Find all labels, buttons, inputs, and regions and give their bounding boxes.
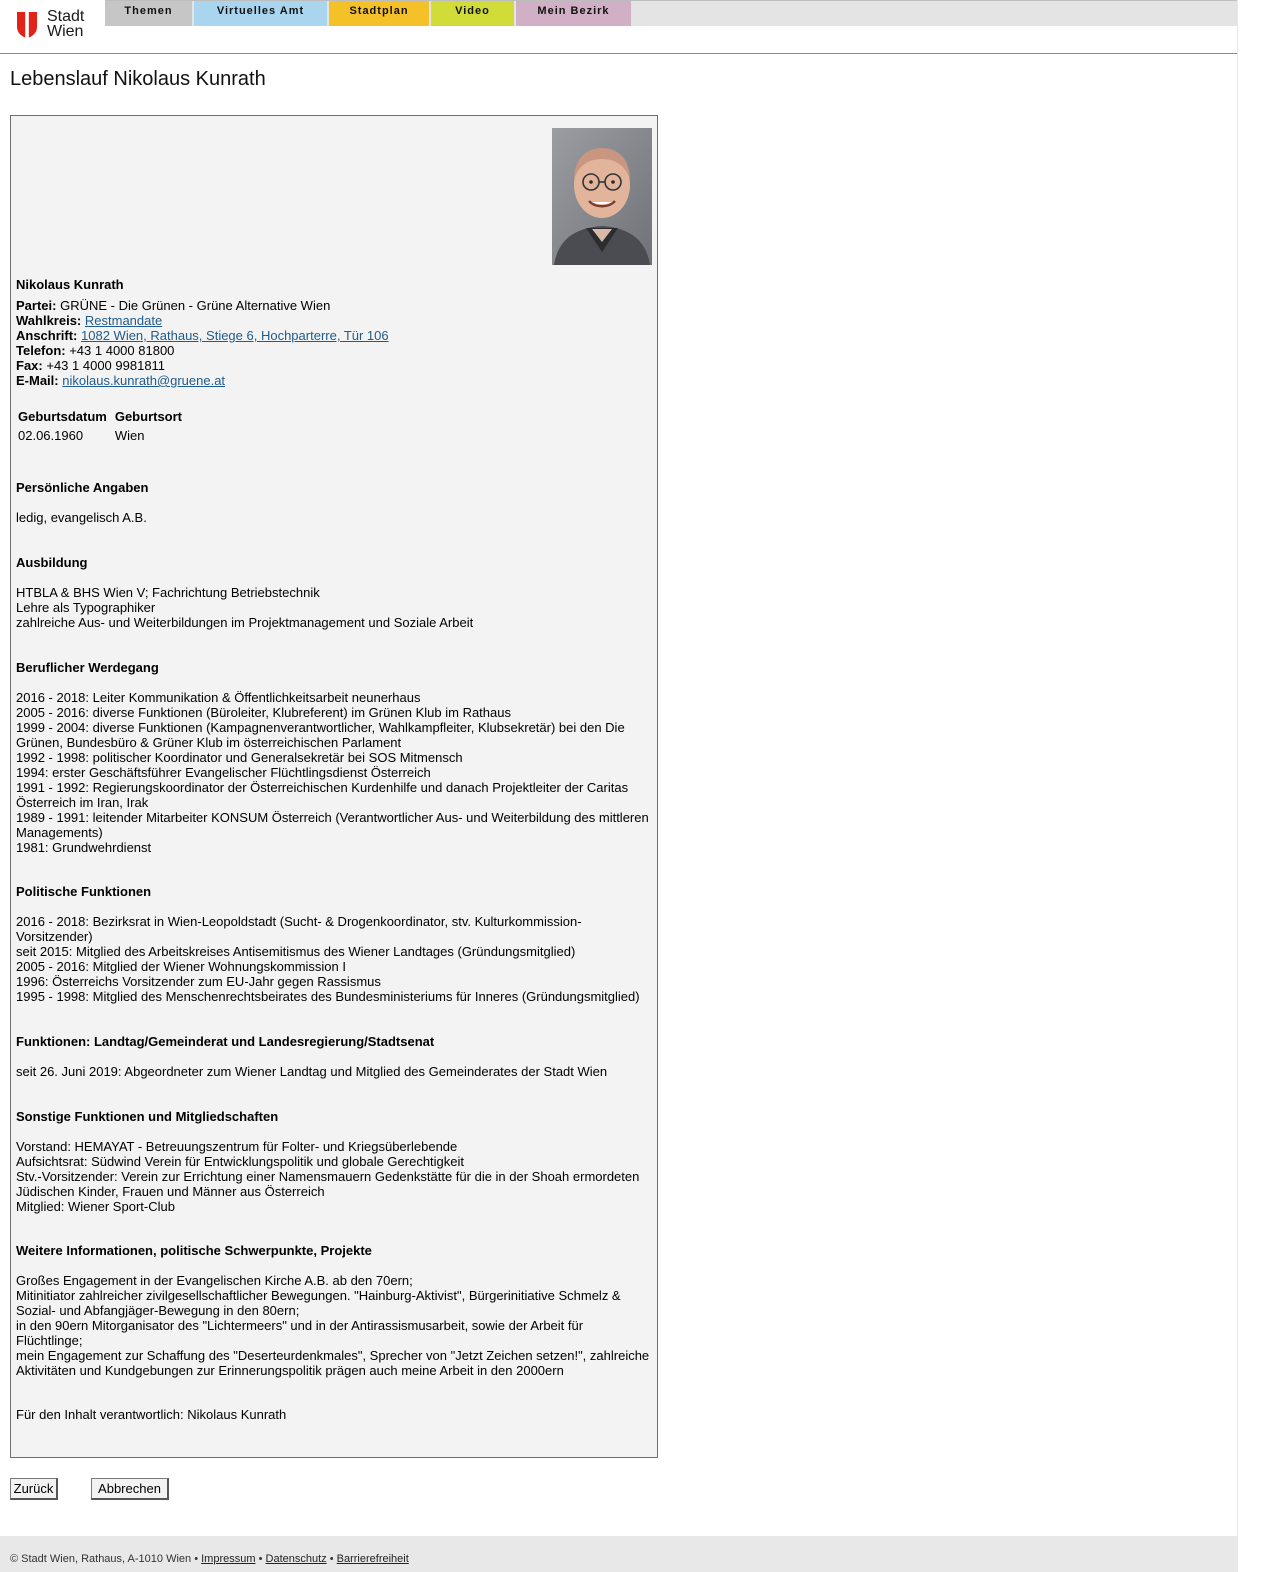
- section-line: 2016 - 2018: Leiter Kommunikation & Öffentlichkeitsarbeit neunerhaus: [16, 690, 421, 705]
- section-line: ledig, evangelisch A.B.: [16, 510, 147, 525]
- footer-link-datenschutz[interactable]: Datenschutz: [265, 1553, 327, 1565]
- fax-label: Fax:: [16, 358, 43, 373]
- fax-value: +43 1 4000 9981811: [46, 358, 166, 373]
- section-line: 1999 - 2004: diverse Funktionen (Kampagnenverantwortlicher, Wahlkampfleiter, Klubsekretär) bei den Die: [16, 720, 625, 735]
- section-line: Vorstand: HEMAYAT - Betreuungszentrum für Folter- und Kriegsüberlebende: [16, 1139, 458, 1154]
- section-line: 1995 - 1998: Mitglied des Menschenrechtsbeirates des Bundesministeriums für Inneres (Gründungsmitglied): [16, 989, 640, 1004]
- footer-text: [10, 1553, 409, 1565]
- tab-mein-bezirk[interactable]: Mein Bezirk: [516, 1, 631, 26]
- portrait-photo: [552, 128, 652, 265]
- page-margin: [1237, 0, 1280, 1572]
- section-line: Großes Engagement in der Evangelischen Kirche A.B. ab den 70ern;: [16, 1273, 413, 1288]
- section-line: mein Engagement zur Schaffung des "Deserteurdenkmales", Sprecher von "Jetzt Zeichen setzen!", zahlreiche: [16, 1348, 650, 1363]
- section-line: Jüdischen Kinder, Frauen und Männer aus Österreich: [16, 1184, 325, 1199]
- section-line: Aktivitäten und Kundgebungen zur Erinnerungspolitik prägen auch meine Arbeit in den 2000ern: [16, 1363, 564, 1378]
- phone-label: Telefon:: [16, 343, 66, 358]
- section-line: 1996: Österreichs Vorsitzender zum EU-Jahr gegen Rassismus: [16, 974, 381, 989]
- section-title-career: Beruflicher Werdegang: [16, 660, 159, 675]
- footer-link-impressum[interactable]: Impressum: [201, 1553, 256, 1565]
- constituency-label: Wahlkreis:: [16, 313, 82, 328]
- fax-row: [16, 358, 165, 373]
- cancel-button[interactable]: Abbrechen: [91, 1478, 169, 1500]
- section-body-personal: [16, 510, 656, 525]
- person-name: Nikolaus Kunrath: [16, 277, 124, 292]
- phone-value: +43 1 4000 81800: [69, 343, 175, 358]
- footer-separator: •: [329, 1553, 334, 1565]
- section-line: Grünen, Bundesbüro & Grüner Klub im österreichischen Parlament: [16, 735, 402, 750]
- logo-line-1: Stadt: [47, 8, 85, 25]
- section-line: 1992 - 1998: politischer Koordinator und Generalsekretär bei SOS Mitmensch: [16, 750, 463, 765]
- logo-line-2: Wien: [47, 23, 84, 40]
- wien-shield-icon: [16, 11, 38, 39]
- birthplace-value: Wien: [114, 428, 145, 443]
- address-link[interactable]: 1082 Wien, Rathaus, Stiege 6, Hochparterre, Tür 106: [81, 328, 389, 343]
- party-value: GRÜNE - Die Grünen - Grüne Alternative Wien: [60, 298, 331, 313]
- section-line: 1994: erster Geschäftsführer Evangelischer Flüchtlingsdienst Österreich: [16, 765, 431, 780]
- tab-stadtplan[interactable]: Stadtplan: [329, 1, 429, 26]
- birthplace-header: Geburtsort: [114, 409, 183, 424]
- section-line: 1991 - 1992: Regierungskoordinator der Österreichischen Kurdenhilfe und danach Projektleiter der Caritas: [16, 780, 629, 795]
- section-body-career: [16, 690, 656, 855]
- section-line: in den 90ern Mitorganisator des "Lichtermeers" und in der Antirassismusarbeit, sowie der Arbeit für: [16, 1318, 584, 1333]
- section-line: Sozial- und Abfangjäger-Bewegung in den 80ern;: [16, 1303, 300, 1318]
- section-line: 1981: Grundwehrdienst: [16, 840, 152, 855]
- section-line: Mitglied: Wiener Sport-Club: [16, 1199, 175, 1214]
- address-row: [16, 328, 389, 343]
- tab-virtuelles-amt[interactable]: Virtuelles Amt: [194, 1, 327, 26]
- footer-separator: •: [194, 1553, 199, 1565]
- stadt-wien-logo[interactable]: [16, 9, 96, 43]
- section-line: Aufsichtsrat: Südwind Verein für Entwicklungspolitik und globale Gerechtigkeit: [16, 1154, 465, 1169]
- address-label: Anschrift:: [16, 328, 78, 343]
- section-line: Flüchtlinge;: [16, 1333, 83, 1348]
- tab-themen[interactable]: Themen: [105, 1, 192, 26]
- site-footer: [0, 1536, 1237, 1572]
- footer-link-barrierefreiheit[interactable]: Barrierefreiheit: [336, 1553, 409, 1565]
- birthdate-header: Geburtsdatum: [18, 409, 107, 424]
- birthdate-value: 02.06.1960: [18, 428, 84, 443]
- section-line: Mitinitiator zahlreicher zivilgesellschaftlicher Bewegungen. "Hainburg-Aktivist", Bürgerinitiative Schmelz &: [16, 1288, 621, 1303]
- section-title-further: Weitere Informationen, politische Schwerpunkte, Projekte: [16, 1243, 372, 1258]
- section-line: Österreich im Iran, Irak: [16, 795, 149, 810]
- content-responsible: Für den Inhalt verantwortlich: Nikolaus Kunrath: [16, 1407, 287, 1422]
- section-title-memberships: Sonstige Funktionen und Mitgliedschaften: [16, 1109, 279, 1124]
- section-line: 2005 - 2016: Mitglied der Wiener Wohnungskommission I: [16, 959, 346, 974]
- back-button[interactable]: Zurück: [10, 1478, 58, 1500]
- party-row: [16, 298, 330, 313]
- section-line: Lehre als Typographiker: [16, 600, 156, 615]
- footer-copyright: © Stadt Wien, Rathaus, A-1010 Wien: [10, 1553, 192, 1565]
- section-title-functions: Funktionen: Landtag/Gemeinderat und Landesregierung/Stadtsenat: [16, 1034, 435, 1049]
- birth-table: [16, 406, 190, 446]
- phone-row: [16, 343, 174, 358]
- section-line: Vorsitzender): [16, 929, 93, 944]
- section-body-political: [16, 914, 656, 1004]
- section-body-education: [16, 585, 656, 630]
- section-line: HTBLA & BHS Wien V; Fachrichtung Betriebstechnik: [16, 585, 320, 600]
- party-label: Partei:: [16, 298, 57, 313]
- cv-panel: [10, 115, 658, 1458]
- section-line: seit 26. Juni 2019: Abgeordneter zum Wiener Landtag und Mitglied des Gemeinderates der Stadt Wien: [16, 1064, 608, 1079]
- section-title-personal: Persönliche Angaben: [16, 480, 149, 495]
- section-title-education: Ausbildung: [16, 555, 88, 570]
- logo-text: [47, 9, 84, 39]
- email-label: E-Mail:: [16, 373, 59, 388]
- section-line: zahlreiche Aus- und Weiterbildungen im Projektmanagement und Soziale Arbeit: [16, 615, 474, 630]
- section-line: 2005 - 2016: diverse Funktionen (Büroleiter, Klubreferent) im Grünen Klub im Rathaus: [16, 705, 511, 720]
- section-line: Managements): [16, 825, 103, 840]
- section-line: Stv.-Vorsitzender: Verein zur Errichtung einer Namensmauern Gedenkstätte für die in der Shoah ermordeten: [16, 1169, 640, 1184]
- section-body-further: [16, 1273, 656, 1378]
- constituency-link[interactable]: Restmandate: [84, 313, 163, 328]
- constituency-row: [16, 313, 162, 328]
- section-title-political: Politische Funktionen: [16, 884, 152, 899]
- email-link[interactable]: nikolaus.kunrath@gruene.at: [62, 373, 226, 388]
- section-body-functions: [16, 1064, 656, 1079]
- email-row: [16, 373, 225, 388]
- tab-video[interactable]: Video: [431, 1, 514, 26]
- section-line: seit 2015: Mitglied des Arbeitskreises Antisemitismus des Wiener Landtages (Gründungsmitglied): [16, 944, 576, 959]
- site-header: [0, 0, 1237, 54]
- section-line: 1989 - 1991: leitender Mitarbeiter KONSUM Österreich (Verantwortlicher Aus- und Weiterbildung des mittleren: [16, 810, 649, 825]
- footer-separator: •: [258, 1553, 263, 1565]
- section-body-memberships: [16, 1139, 656, 1214]
- main-navigation: [105, 0, 1237, 26]
- section-line: 2016 - 2018: Bezirksrat in Wien-Leopoldstadt (Sucht- & Drogenkoordinator, stv. Kulturkommission-: [16, 914, 582, 929]
- page-title: Lebenslauf Nikolaus Kunrath: [10, 68, 266, 90]
